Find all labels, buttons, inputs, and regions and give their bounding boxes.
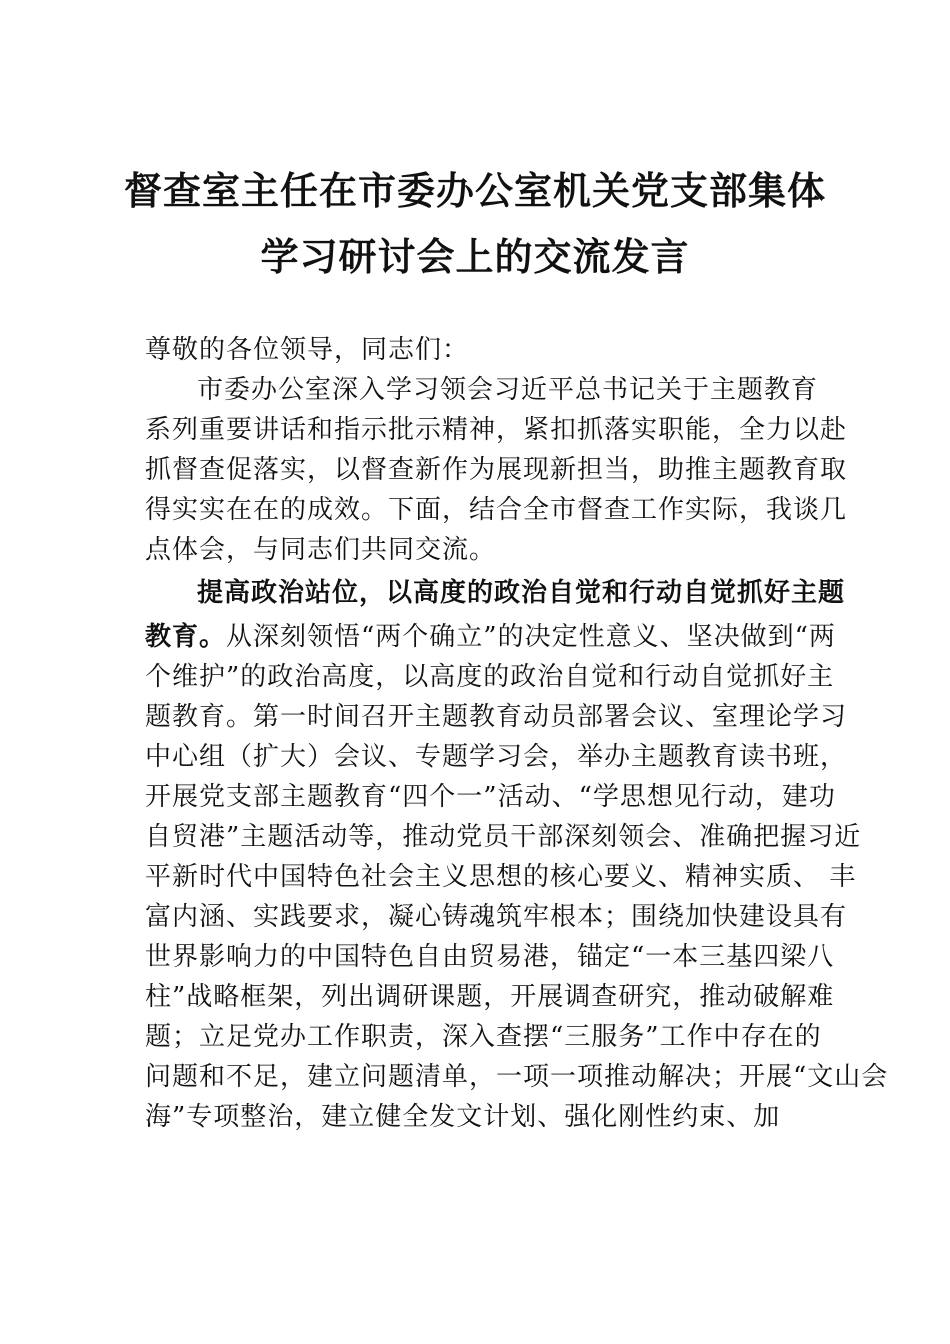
section-body-line: 富内涵、实践要求，凝心铸魂筑牢根本；围绕加快建设具有 [145,902,848,932]
section-body-start: 从深刻领悟“两个确立”的决定性意义、坚决做到“两 [226,622,836,652]
intro-paragraph-line: 得实实在在的成效。下面，结合全市督查工作实际，我谈几 [145,495,848,525]
section-body-line: 世界影响力的中国特色自由贸易港，锚定“一本三基四梁八 [145,942,835,972]
document-title-line-1: 督查室主任在市委办公室机关党支部集体 [123,168,826,213]
section-body-line: 个维护”的政治高度，以高度的政治自觉和行动自觉抓好主 [145,662,835,692]
section-body-line: 问题和不足，建立问题清单，一项一项推动解决；开展“文山会 [145,1062,889,1092]
section-body-line: 自贸港”主题活动等，推动党员干部深刻领会、准确把握习近 [145,822,862,852]
section-body-line: 海”专项整治，建立健全发文计划、强化刚性约束、加 [145,1102,781,1132]
intro-paragraph-line: 点体会，与同志们共同交流。 [145,535,497,565]
section-first-line [145,617,836,657]
section-heading: 提高政治站位，以高度的政治自觉和行动自觉抓好主题 [197,578,846,608]
intro-paragraph-line: 抓督查促落实，以督查新作为展现新担当，助推主题教育取 [145,455,848,485]
section-body-line: 中心组（扩大）会议、专题学习会，举办主题教育读书班， [145,742,848,772]
document-title-line-2: 学习研讨会上的交流发言 [260,234,690,279]
intro-paragraph-line: 系列重要讲话和指示批示精神，紧扣抓落实职能，全力以赴 [145,415,848,445]
section-body-line: 题教育。第一时间召开主题教育动员部署会议、室理论学习 [145,702,848,732]
section-body-line: 柱”战略框架，列出调研课题，开展调查研究，推动破解难 [145,982,835,1012]
section-heading-end: 教育。 [145,622,227,652]
section-body-line: 平新时代中国特色社会主义思想的核心要义、精神实质、 丰 [145,862,857,892]
salutation: 尊敬的各位领导，同志们： [145,335,470,365]
section-body-line: 开展党支部主题教育“四个一”活动、“学思想见行动，建功 [145,782,836,812]
intro-paragraph-line: 市委办公室深入学习领会习近平总书记关于主题教育 [197,375,819,405]
section-body-line: 题；立足党办工作职责，深入查摆“三服务”工作中存在的 [145,1022,822,1052]
